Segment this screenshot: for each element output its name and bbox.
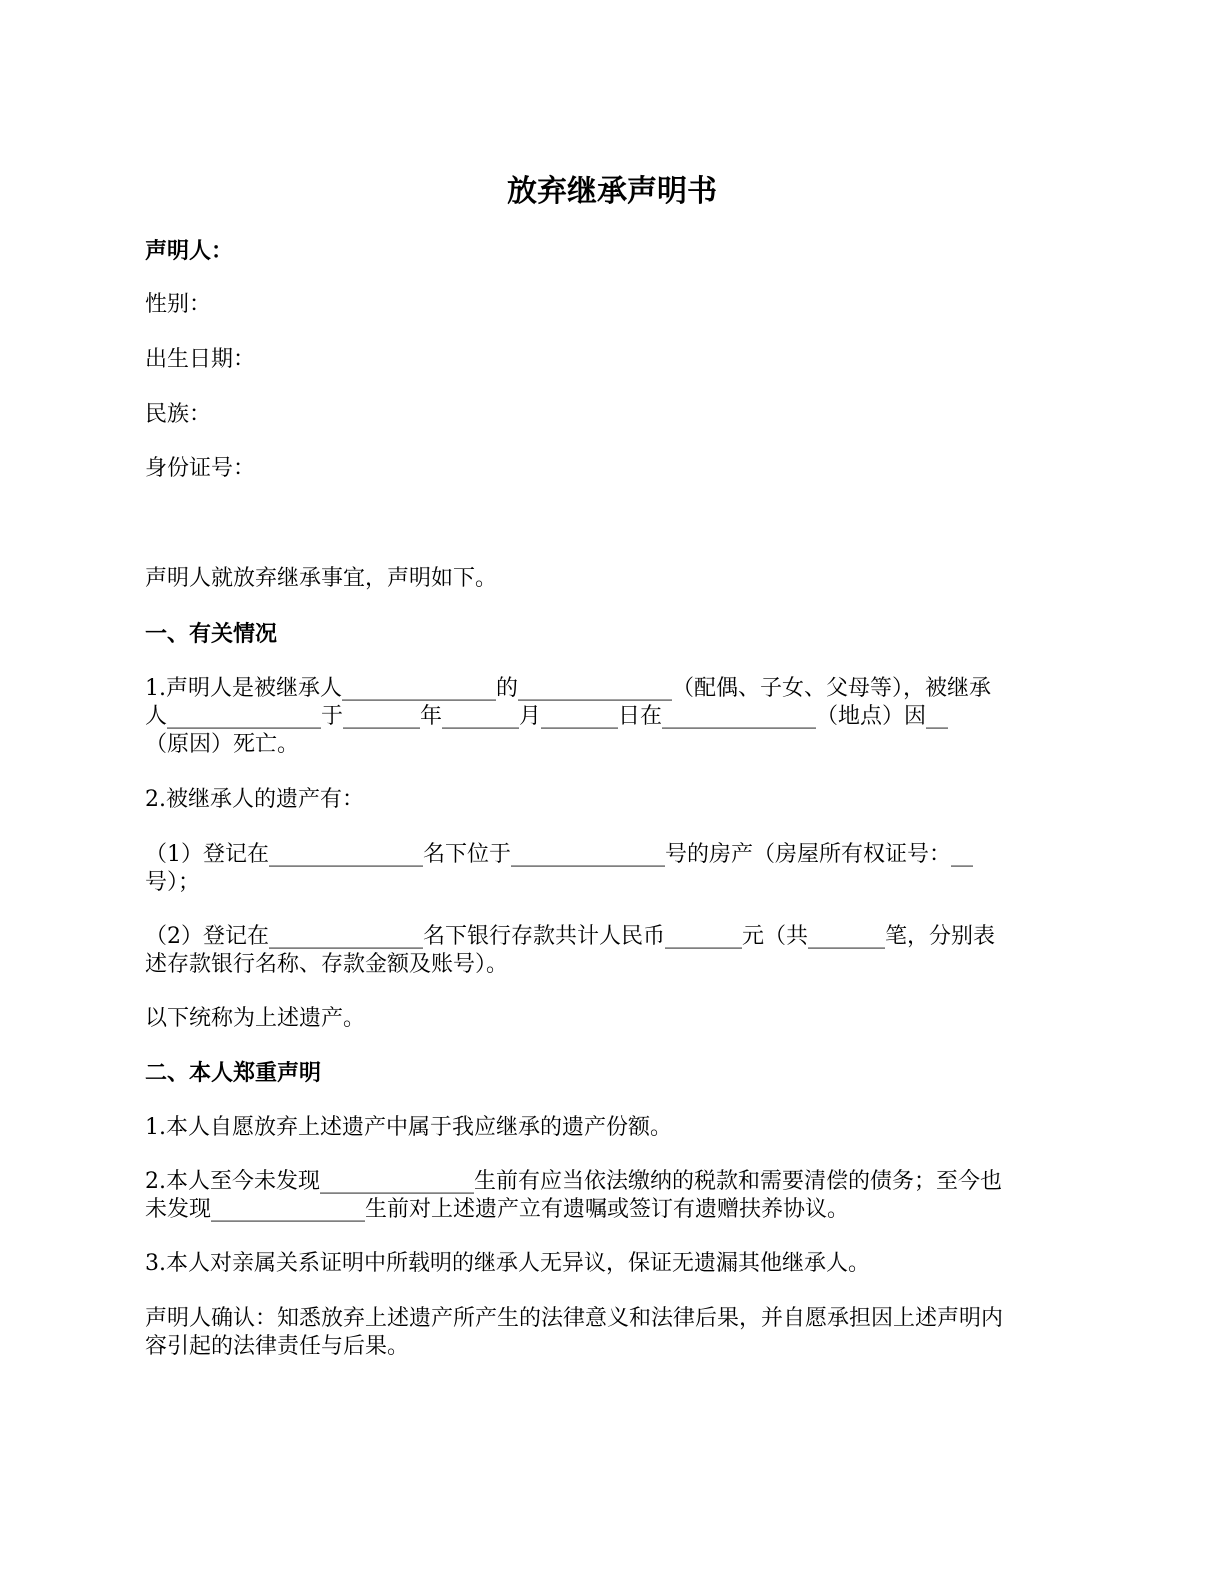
section2-item1: 1.本人自愿放弃上述遗产中属于我应继承的遗产份额。 — [145, 1115, 672, 1140]
paragraph-line: （2）登记在______________名下银行存款共计人民币_______元（共_______笔，分别表 — [145, 924, 995, 949]
section2-heading: 二、本人郑重声明 — [145, 1060, 322, 1086]
id-number-label: 身份证号： — [145, 456, 256, 481]
section1-summary: 以下统称为上述遗产。 — [145, 1006, 366, 1031]
section1-heading: 一、有关情况 — [145, 621, 278, 647]
gender-label: 性别： — [145, 292, 212, 317]
paragraph-line: 人______________于_______年_______月_______日在______________（地点）因__ — [145, 704, 949, 729]
declarant-label: 声明人： — [145, 238, 234, 264]
section1-item2: 2.被继承人的遗产有： — [145, 787, 364, 812]
birthdate-label: 出生日期： — [145, 347, 256, 372]
paragraph-line: 1.声明人是被继承人______________的______________（配偶、子女、父母等），被继承 — [145, 676, 991, 701]
section2-item3: 3.本人对亲属关系证明中所载明的继承人无异议，保证无遗漏其他继承人。 — [145, 1251, 870, 1276]
paragraph-line: 声明人确认：知悉放弃上述遗产所产生的法律意义和法律后果，并自愿承担因上述声明内 — [145, 1306, 1004, 1331]
paragraph-line: 号）； — [145, 870, 201, 895]
paragraph-line: 未发现______________生前对上述遗产立有遗嘱或签订有遗赠扶养协议。 — [145, 1197, 850, 1222]
paragraph-line: 述存款银行名称、存款金额及账号）。 — [145, 952, 509, 977]
paragraph-line: 2.本人至今未发现______________生前有应当依法缴纳的税款和需要清偿的债务；至今也 — [145, 1169, 1002, 1194]
document-title: 放弃继承声明书 — [507, 174, 717, 209]
intro-paragraph: 声明人就放弃继承事宜，声明如下。 — [145, 566, 498, 591]
paragraph-line: 容引起的法律责任与后果。 — [145, 1334, 410, 1359]
ethnicity-label: 民族： — [145, 402, 212, 427]
paragraph-line: （原因）死亡。 — [145, 732, 300, 757]
paragraph-line: （1）登记在______________名下位于______________号的房产（房屋所有权证号：__ — [145, 842, 973, 867]
